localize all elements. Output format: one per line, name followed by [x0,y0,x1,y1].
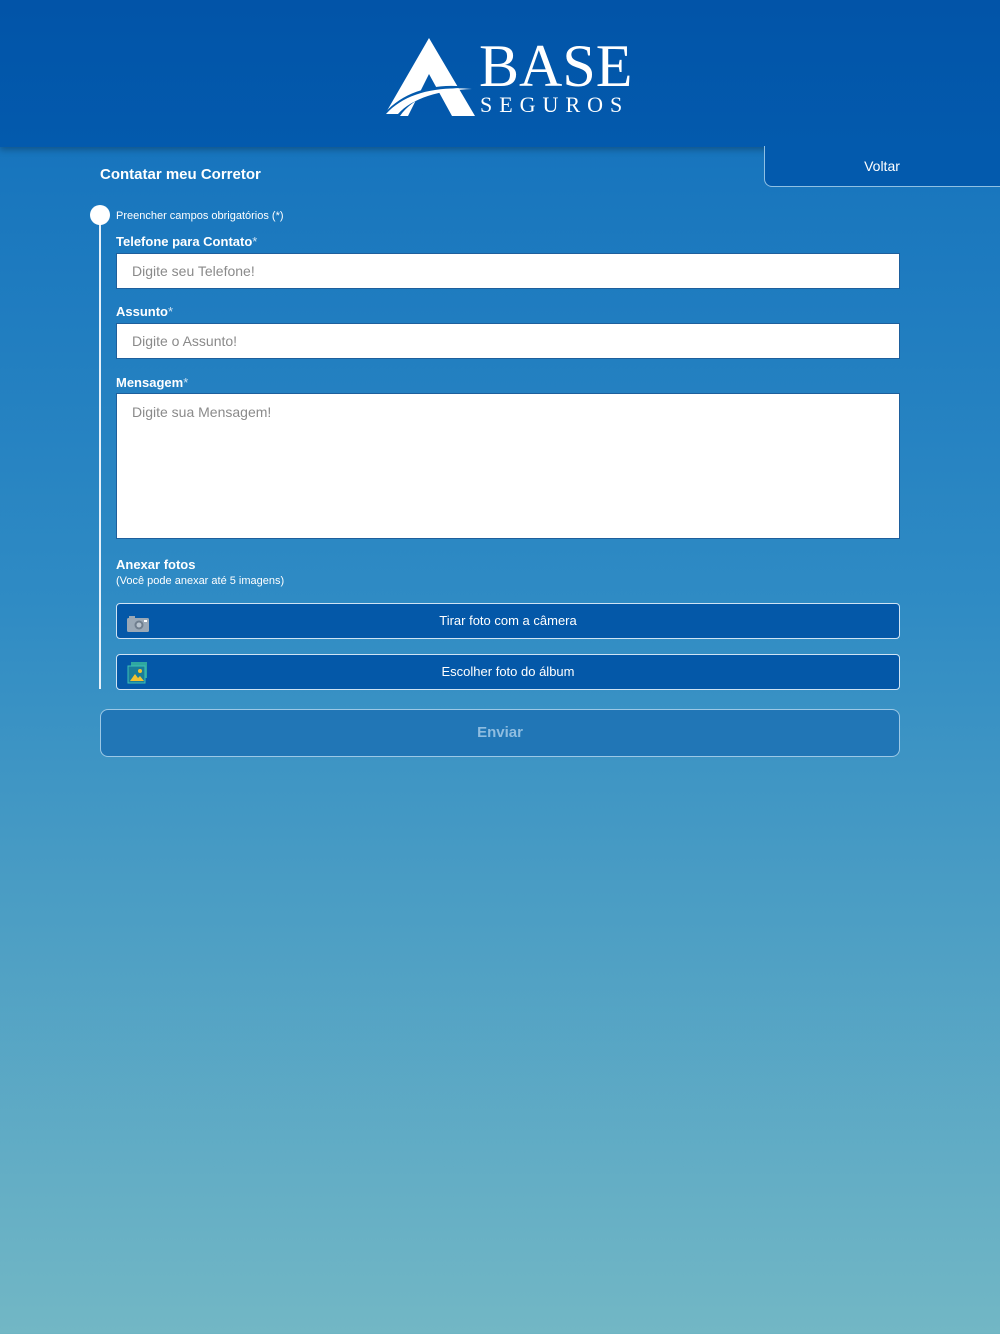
message-label-text: Mensagem [116,375,184,390]
take-photo-label: Tirar foto com a câmera [439,613,577,628]
subject-label-text: Assunto [116,304,168,319]
message-label [116,375,188,390]
page-title: Contatar meu Corretor [100,166,261,183]
timeline-dot [90,205,110,225]
submit-button[interactable]: Enviar [100,709,900,757]
phone-label [116,234,257,249]
required-fields-note: Preencher campos obrigatórios (*) [116,210,284,222]
phone-label-text: Telefone para Contato [116,234,253,249]
back-button[interactable]: Voltar [764,146,1000,187]
attach-photos-subtitle: (Você pode anexar até 5 imagens) [116,575,285,587]
logo-text-seguros: SEGUROS [480,92,630,117]
app-header [0,0,1000,147]
logo-text-base: BASE [479,33,633,99]
subject-required-mark: * [168,304,174,319]
base-seguros-logo [382,33,633,118]
phone-required-mark: * [252,234,258,249]
subject-label [116,304,173,319]
choose-album-photo-button[interactable] [116,654,900,690]
camera-icon [127,612,149,646]
attach-photos-title: Anexar fotos [116,557,196,572]
message-textarea[interactable] [116,393,900,539]
message-required-mark: * [183,375,189,390]
phone-input[interactable] [116,253,900,289]
subject-input[interactable] [116,323,900,359]
photo-album-icon [127,663,149,697]
take-photo-button[interactable] [116,603,900,639]
choose-album-photo-label: Escolher foto do álbum [441,664,575,679]
timeline-line [99,222,101,689]
logo-triangle-icon [382,36,477,118]
